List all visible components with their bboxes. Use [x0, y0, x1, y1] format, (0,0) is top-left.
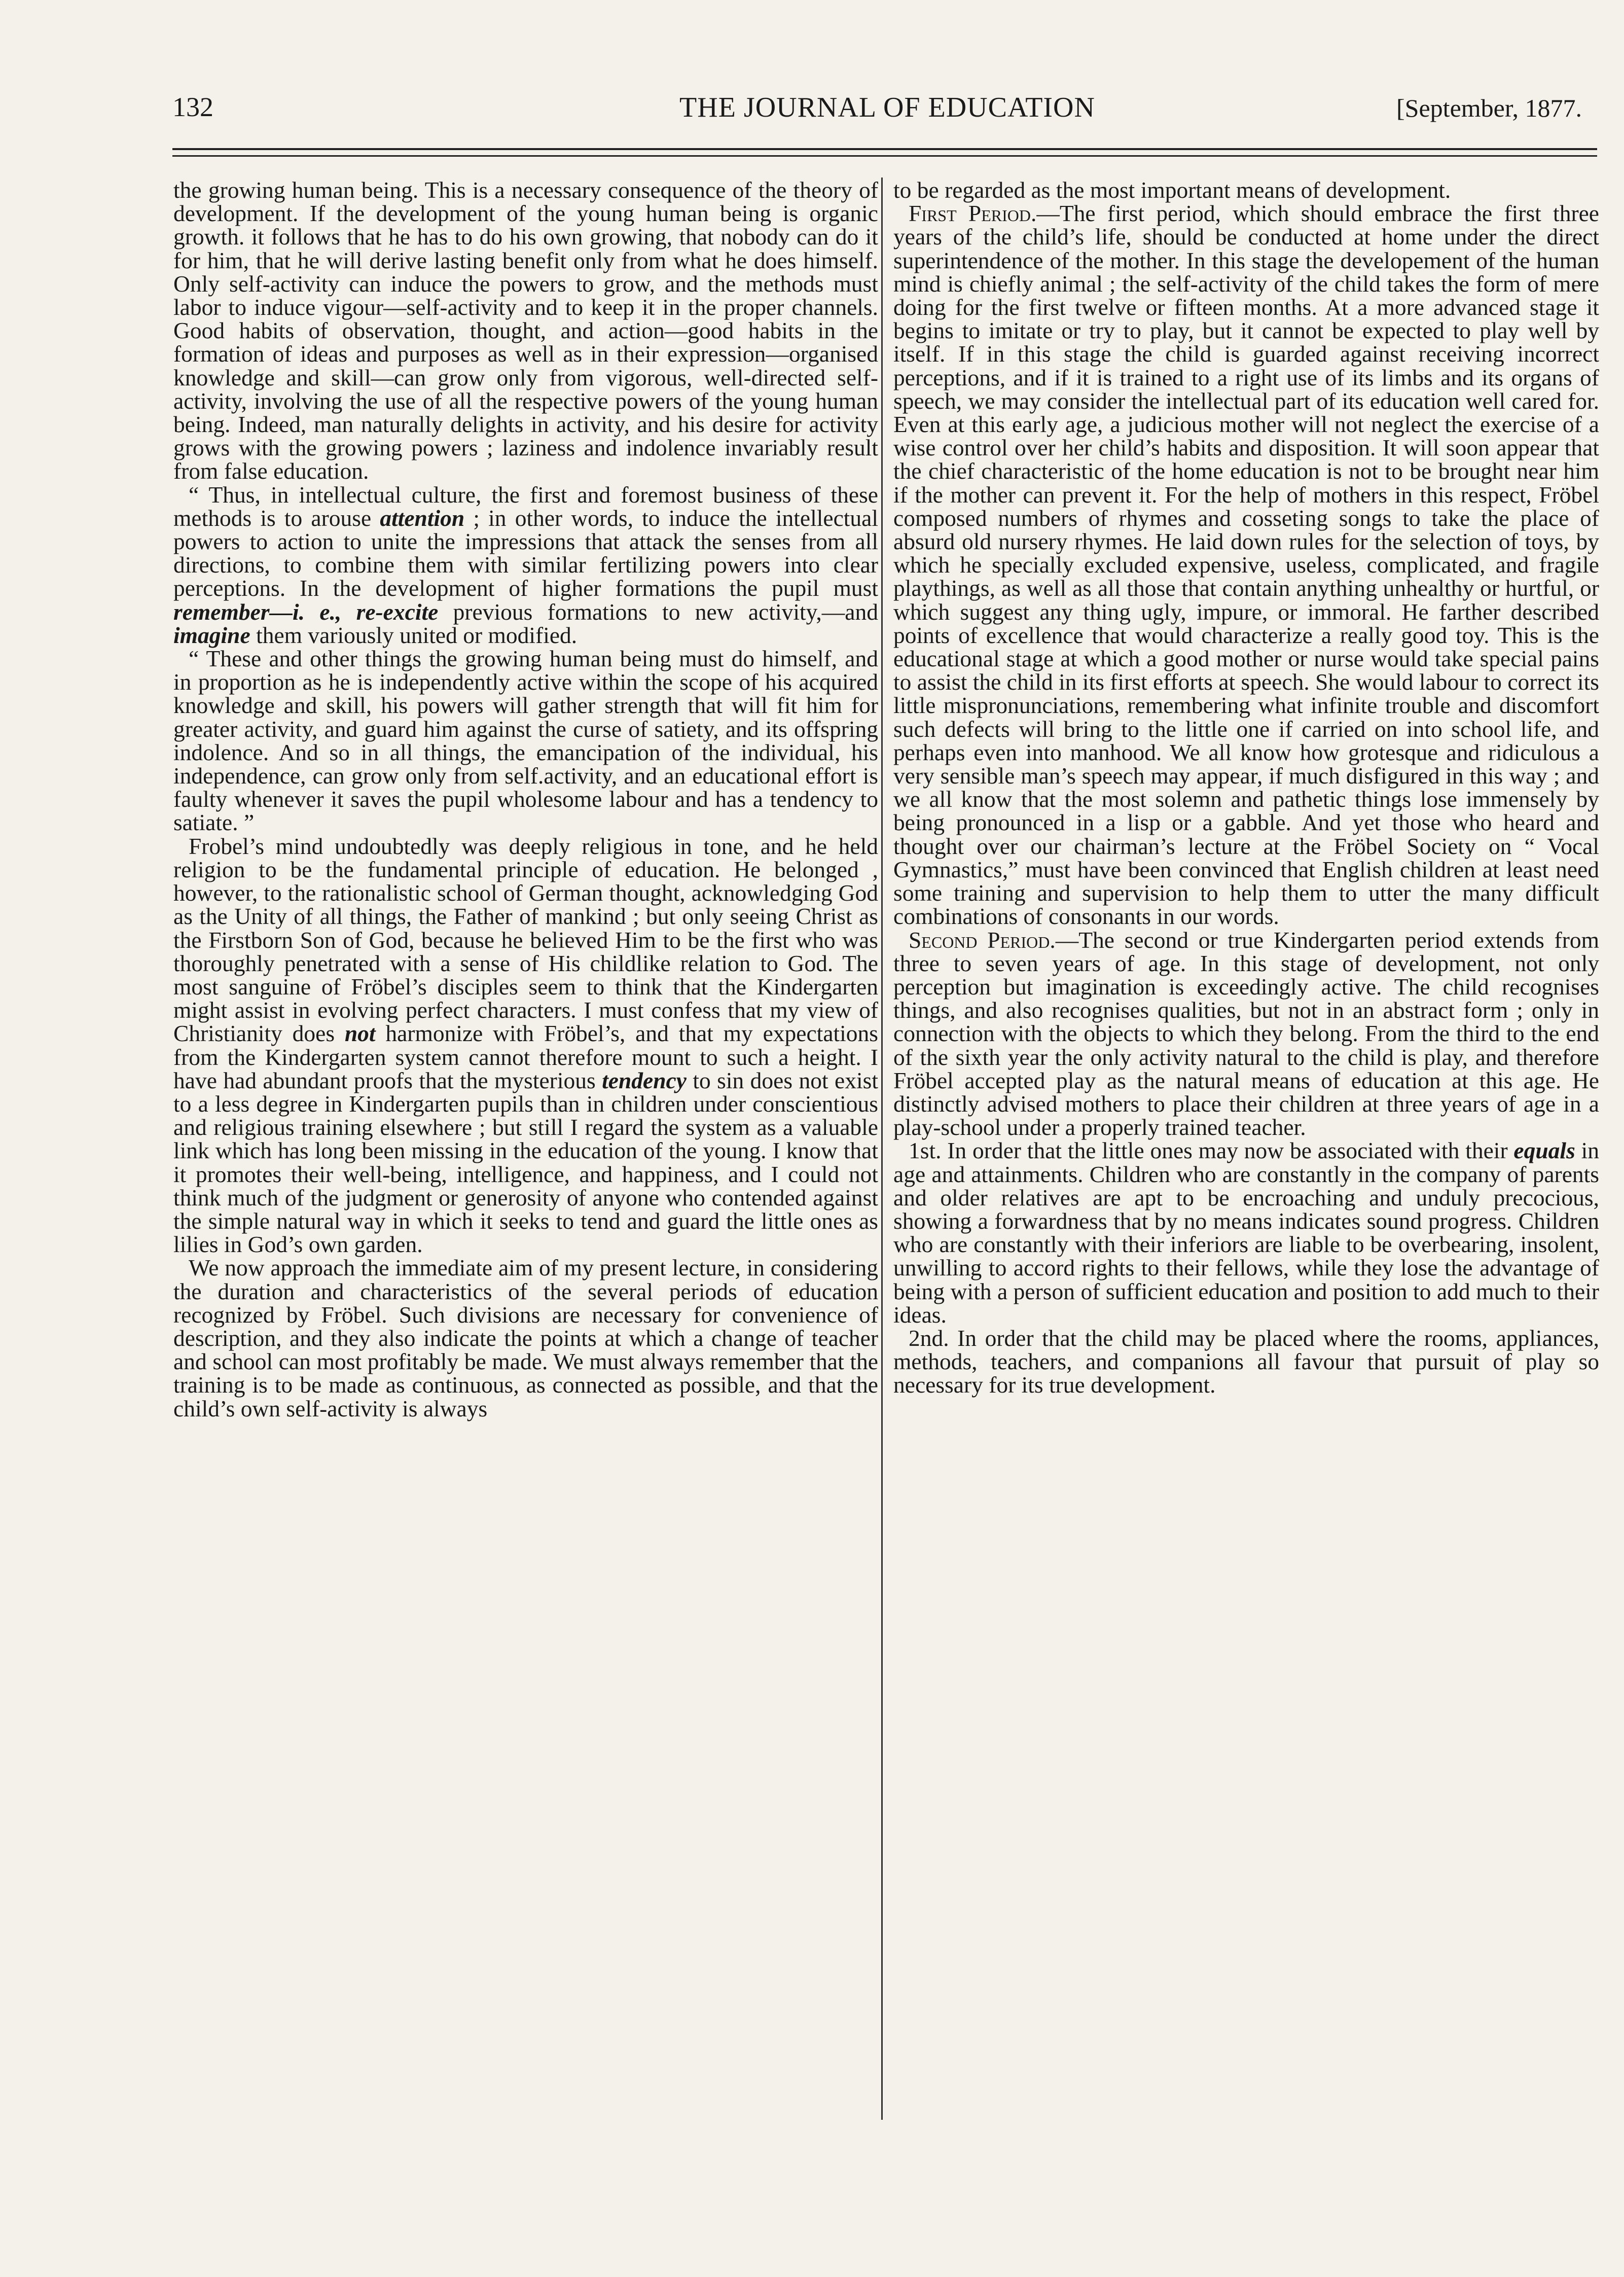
paragraph: We now approach the immediate aim of my present lecture, in considering the duration and characteristics of the several periods of education recognized by Fröbel. Such divisions are necessary for convenience of description, and they also indicate the points at which a change of teacher and school can most profitably be made. We must always remember that the training is to be made as continuous, as connected as possible, and that the child’s own self-activity is always	[173, 1255, 878, 1421]
emphasis: imagine	[173, 622, 250, 648]
text-run: to sin does not exist to a less degree in Kindergarten pupils than in children under conscientious and religious training elsewhere ; but still I regard the system as a valuable link which has long been missing in the education of the young. I know that it promotes their well-being, intelligence, and happiness, and I could not think much of the judgment or generosity of anyone who contended against the simple natural way in which it seeks to tend and guard the little ones as lilies in God’s own garden.	[173, 1067, 878, 1258]
paragraph: the growing human being. This is a necessary consequence of the theory of development. If the development of the young human being is organic growth. it follows that he has to do his own growing, that nobody can do it for him, that he will derive lasting benefit only from what he does himself. Only self-activity can induce the powers to grow, and the methods must labor to induce vigour—self-activity and to keep it in the proper channels. Good habits of observation, thought, and action—good habits in the formation of ideas and purposes as well as in their expression—organised knowledge and skill—can grow only from vigorous, well-directed self-activity, involving the use of all the respective powers of the young human being. Indeed, man naturally delights in activity, and his desire for activity grows with the growing powers ; laziness and indolence invariably result from false education.	[173, 177, 878, 484]
header-rule-bottom	[172, 155, 1597, 157]
text-run: —The first period, which should embrace the first three years of the child’s life, should be conducted at home under the direct superintendence of the mother. In this stage the developement of the human mind is chiefly animal ; the self-activity of the child takes the form of mere doing for the first twelve or fifteen months. At a more advanced stage it begins to imitate or try to play, but it cannot be expected to play well by itself. If in this stage the child is guarded against receiving incorrect perceptions, and if it is trained to a right use of its limbs and its organs of speech, we may consider the intellectual part of its education well cared for. Even at this early age, a judicious mother will not neglect the exercise of a wise control over her child’s habits and disposition. It will soon appear that the chief characteristic of the home education is not to be brought near him if the mother can prevent it. For the help of mothers in this respect, Fröbel composed numbers of rhymes and cosseting songs to take the place of absurd old nursery rhymes. He laid down rules for the selection of toys, by which he specially excluded expensive, useless, complicated, and fragile playthings, as well as all those that contain anything unhealthy or hurtful, or which suggest any thing ugly, impure, or immoral. He farther described points of excellence that would characterize a really good toy. This is the educational stage at which a good mother or nurse would take special pains to assist the child in its first efforts at speech. She would labour to correct its little mispronunciations, remembering what infinite trouble and discomfort such defects will bring to the little one if carried on into school life, and perhaps even into manhood. We all know how grotesque and ridiculous a very sensible man’s speech may appear, if much disfigured in this way ; and we all know that the most solemn and pathetic things lose immensely by being pronounced in a lisp or a gabble. And yet those who heard and thought over our chairman’s lecture at the Fröbel Society on “ Vocal Gymnastics,” must have been convinced that English children at least need some training and supervision to help them to utter the many difficult combinations of consonants in our words.	[893, 200, 1599, 930]
text-run: ; in other words, to induce the intellectual powers to action to unite the impressions that attack the senses from all directions, to combine them with similar fertilizing powers into clear perceptions. In the development of higher formations the pupil must	[173, 505, 878, 601]
emphasis: attention	[380, 505, 465, 531]
text-run: them variously united or modified.	[250, 622, 578, 648]
section-heading: First Period.	[909, 200, 1037, 227]
paragraph: to be regarded as the most important means of development.	[893, 177, 1451, 203]
numbered-paragraph: 2nd. In order that the child may be placed where the rooms, appliances, methods, teachers, and companions all favour that pursuit of play so necessary for its true development.	[893, 1325, 1599, 1398]
text-run: previous formations to new activity,—and	[438, 598, 878, 625]
right-column	[893, 179, 1599, 1397]
text-run: harmonize with Fröbel’s, and that my expectations from the Kindergarten system cannot therefore mount to such a height. I have had abundant proofs that the mysterious	[173, 1020, 879, 1093]
emphasis: not	[344, 1020, 376, 1047]
text-run: 1st. In order that the little ones may now be associated with their	[909, 1137, 1514, 1164]
page-header	[172, 91, 1602, 132]
paragraph	[173, 835, 878, 1257]
text-run: —The second or true Kindergarten period extends from three to seven years of age. In this stage of development, not only perception but imagination is exceedingly active. The child recognises things, and also recognises qualities, but not in an abstract form ; only in connection with the objects to which they belong. From the third to the end of the sixth year the only activity natural to the child is play, and therefore Fröbel accepted play as the natural means of education at this age. He distinctly advised mothers to place their children at three years of age in a play-school under a properly trained teacher.	[893, 927, 1599, 1141]
text-run: in age and attainments. Children who are constantly in the company of parents and older relatives are apt to be encroaching and unduly precocious, showing a forwardness that by no means indicates sound progress. Children who are constantly with their inferiors are liable to be overbearing, insolent, unwilling to accord rights to their fellows, while they lose the advantage of being with a person of sufficient education and position to add much to their ideas.	[893, 1137, 1599, 1328]
text-run: “ Thus, in intellectual culture, the first and foremost business of these methods is to arouse	[173, 481, 878, 531]
section-heading: Second Period.	[909, 927, 1056, 953]
journal-title: THE JOURNAL OF EDUCATION	[679, 92, 1095, 123]
page-number: 132	[172, 92, 213, 122]
numbered-paragraph	[893, 1139, 1599, 1327]
issue-date: [September, 1877.	[1396, 94, 1582, 122]
emphasis: equals	[1513, 1137, 1575, 1164]
emphasis: tendency	[602, 1067, 687, 1093]
emphasis: remember—i. e., re-excite	[173, 598, 439, 625]
text-run: Frobel’s mind undoubtedly was deeply religious in tone, and he held religion to be the fundamental principle of education. He belonged , however, to the rationalistic school of German thought, acknowledging God as the Unity of all things, the Father of mankind ; but only seeing Christ as the Firstborn Son of God, because he believed Him to be the first who was thoroughly penetrated with a sense of His childlike relation to God. The most sanguine of Fröbel’s disciples seem to think that the Kindergarten might assist in evolving perfect characters. I must confess that my view of Christianity does	[173, 833, 878, 1047]
section-first-period	[893, 202, 1599, 928]
quoted-paragraph: “ These and other things the growing human being must do himself, and in proportion as he is independently active within the scope of his acquired knowledge and skill, his powers will gather strength that will fit him for greater activity, and guard him against the curse of satiety, and its offspring indolence. And so in all things, the emancipation of the individual, his independence, can grow only from self.activity, and an educational effort is faulty whenever it saves the pupil wholesome labour and has a tendency to satiate. ”	[173, 646, 878, 836]
header-rule-top	[172, 148, 1597, 150]
column-divider	[881, 177, 883, 2120]
left-column	[173, 179, 878, 1420]
quoted-paragraph	[173, 483, 878, 647]
section-second-period	[893, 929, 1599, 1140]
